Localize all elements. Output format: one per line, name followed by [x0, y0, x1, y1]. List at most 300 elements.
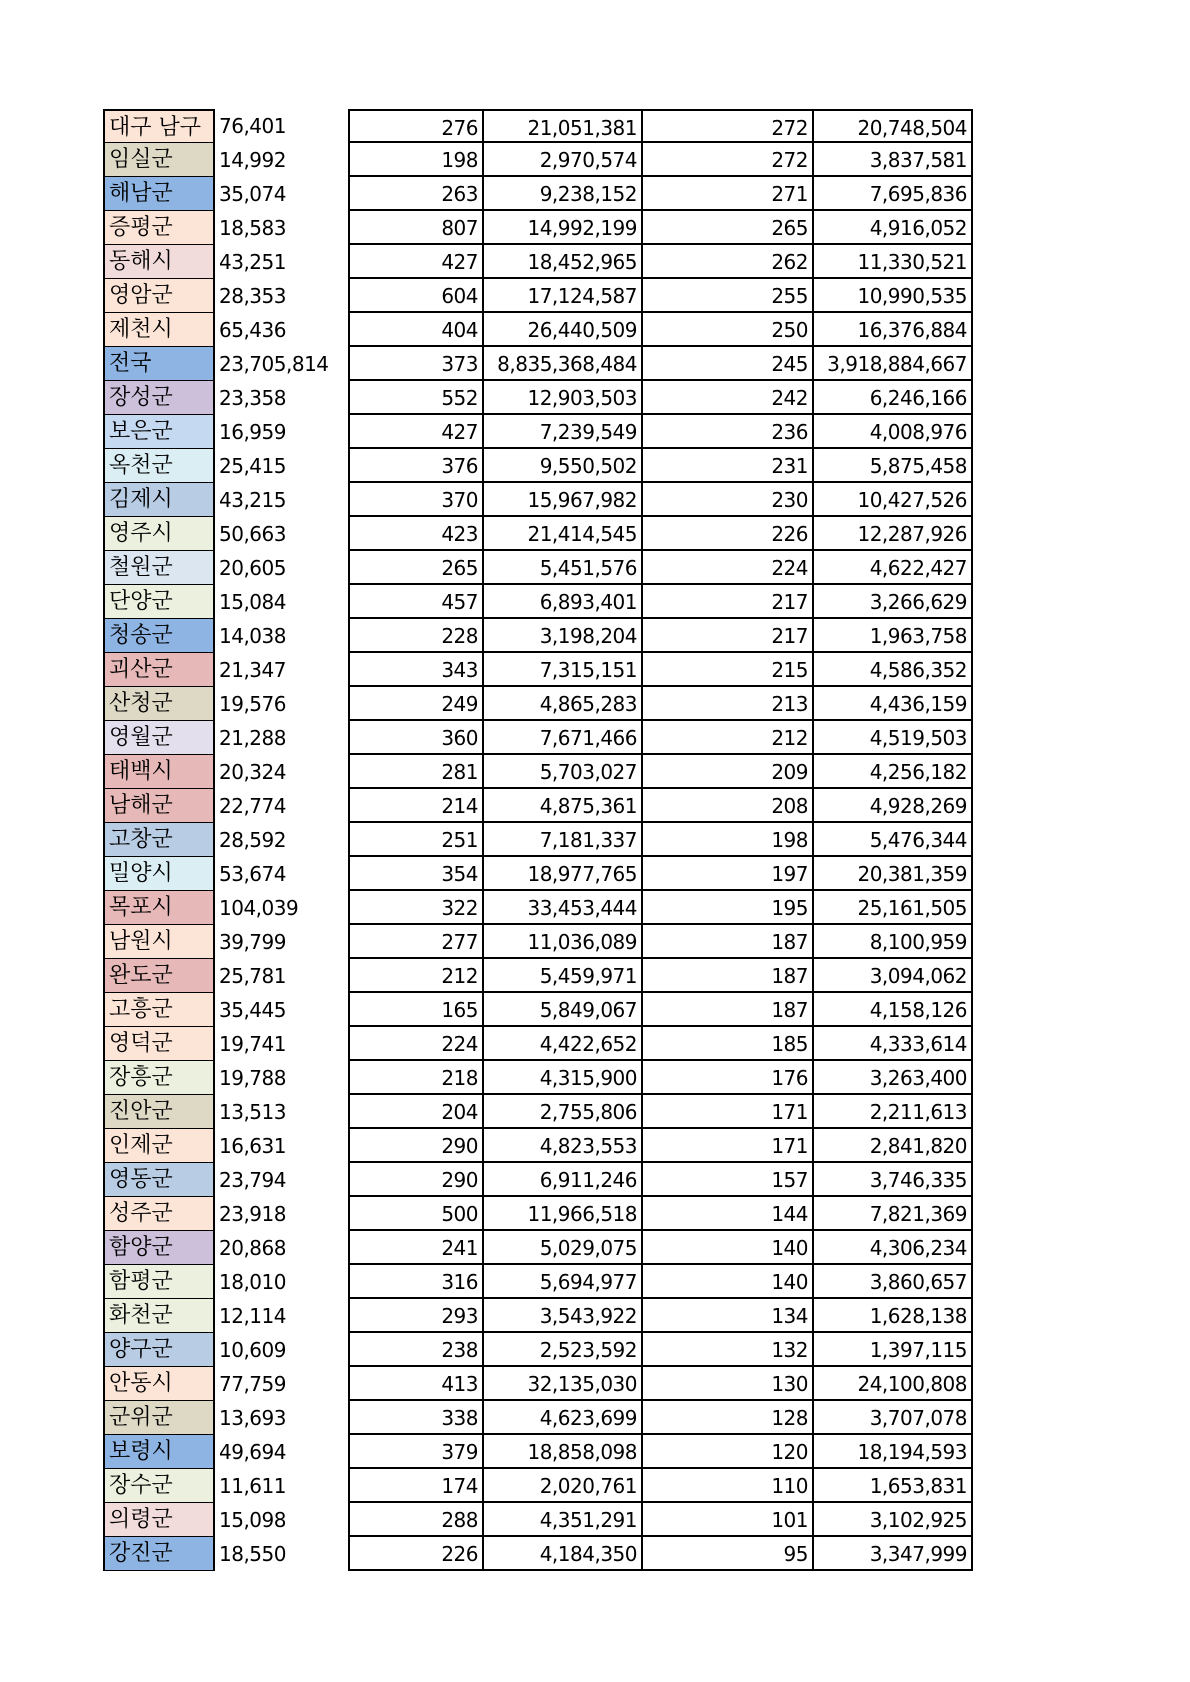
col2-cell: 4,315,900 — [484, 1061, 643, 1095]
col2-cell: 2,020,761 — [484, 1469, 643, 1503]
table-row — [103, 1469, 973, 1503]
col3-cell: 198 — [643, 823, 814, 857]
region-name-cell: 영주시 — [103, 517, 215, 551]
table-row — [103, 1503, 973, 1537]
region-name-cell: 제천시 — [103, 313, 215, 347]
col4-cell: 3,746,335 — [814, 1163, 973, 1197]
region-name-cell: 해남군 — [103, 177, 215, 211]
region-name-cell: 장수군 — [103, 1469, 215, 1503]
col4-cell: 1,397,115 — [814, 1333, 973, 1367]
col2-cell: 8,835,368,484 — [484, 347, 643, 381]
region-name-cell: 진안군 — [103, 1095, 215, 1129]
table-row — [103, 653, 973, 687]
col2-cell: 33,453,444 — [484, 891, 643, 925]
col4-cell: 4,008,976 — [814, 415, 973, 449]
table-row — [103, 1231, 973, 1265]
col2-cell: 7,315,151 — [484, 653, 643, 687]
col1-cell: 218 — [348, 1061, 484, 1095]
table-row — [103, 585, 973, 619]
region-name-cell: 임실군 — [103, 143, 215, 177]
population-cell: 20,868 — [219, 1236, 286, 1260]
table-row — [103, 1095, 973, 1129]
region-name-cell: 안동시 — [103, 1367, 215, 1401]
col4-cell: 6,246,166 — [814, 381, 973, 415]
region-name-cell: 함양군 — [103, 1231, 215, 1265]
col1-cell: 277 — [348, 925, 484, 959]
region-name-cell: 괴산군 — [103, 653, 215, 687]
col3-cell: 128 — [643, 1401, 814, 1435]
population-cell: 76,401 — [219, 114, 286, 138]
col3-cell: 187 — [643, 959, 814, 993]
col2-cell: 3,543,922 — [484, 1299, 643, 1333]
region-name-cell: 함평군 — [103, 1265, 215, 1299]
region-name-cell: 보은군 — [103, 415, 215, 449]
col2-cell: 4,865,283 — [484, 687, 643, 721]
col1-cell: 370 — [348, 483, 484, 517]
population-cell: 77,759 — [219, 1372, 286, 1396]
col1-cell: 238 — [348, 1333, 484, 1367]
population-cell: 10,609 — [219, 1338, 286, 1362]
table-row — [103, 211, 973, 245]
col3-cell: 217 — [643, 619, 814, 653]
col4-cell: 3,707,078 — [814, 1401, 973, 1435]
region-name-cell: 보령시 — [103, 1435, 215, 1469]
col4-cell: 5,476,344 — [814, 823, 973, 857]
col1-cell: 413 — [348, 1367, 484, 1401]
region-name-cell: 영월군 — [103, 721, 215, 755]
col1-cell: 316 — [348, 1265, 484, 1299]
table-row — [103, 1197, 973, 1231]
col4-cell: 3,102,925 — [814, 1503, 973, 1537]
population-cell: 16,959 — [219, 420, 286, 444]
col1-cell: 379 — [348, 1435, 484, 1469]
population-cell: 13,513 — [219, 1100, 286, 1124]
col3-cell: 208 — [643, 789, 814, 823]
col4-cell: 4,256,182 — [814, 755, 973, 789]
data-table — [103, 109, 973, 1571]
col2-cell: 5,703,027 — [484, 755, 643, 789]
col3-cell: 144 — [643, 1197, 814, 1231]
col2-cell: 7,239,549 — [484, 415, 643, 449]
col2-cell: 18,858,098 — [484, 1435, 643, 1469]
col4-cell: 3,837,581 — [814, 143, 973, 177]
region-name-cell: 완도군 — [103, 959, 215, 993]
col4-cell: 3,266,629 — [814, 585, 973, 619]
col1-cell: 338 — [348, 1401, 484, 1435]
col1-cell: 288 — [348, 1503, 484, 1537]
table-row — [103, 245, 973, 279]
table-row — [103, 1265, 973, 1299]
col4-cell: 25,161,505 — [814, 891, 973, 925]
col2-cell: 9,550,502 — [484, 449, 643, 483]
population-cell: 13,693 — [219, 1406, 286, 1430]
col2-cell: 2,755,806 — [484, 1095, 643, 1129]
table-row — [103, 551, 973, 585]
region-name-cell: 산청군 — [103, 687, 215, 721]
col2-cell: 6,911,246 — [484, 1163, 643, 1197]
col4-cell: 4,519,503 — [814, 721, 973, 755]
col3-cell: 250 — [643, 313, 814, 347]
col3-cell: 134 — [643, 1299, 814, 1333]
col3-cell: 101 — [643, 1503, 814, 1537]
table-row — [103, 313, 973, 347]
col1-cell: 423 — [348, 517, 484, 551]
region-name-cell: 대구 남구 — [103, 109, 215, 143]
col1-cell: 457 — [348, 585, 484, 619]
col2-cell: 14,992,199 — [484, 211, 643, 245]
col2-cell: 9,238,152 — [484, 177, 643, 211]
population-cell: 43,251 — [219, 250, 286, 274]
population-cell: 23,794 — [219, 1168, 286, 1192]
col1-cell: 276 — [348, 109, 484, 143]
col2-cell: 4,875,361 — [484, 789, 643, 823]
region-name-cell: 영덕군 — [103, 1027, 215, 1061]
table-row — [103, 959, 973, 993]
col1-cell: 198 — [348, 143, 484, 177]
table-row — [103, 177, 973, 211]
col2-cell: 21,051,381 — [484, 109, 643, 143]
table-row — [103, 789, 973, 823]
col4-cell: 20,381,359 — [814, 857, 973, 891]
col2-cell: 2,523,592 — [484, 1333, 643, 1367]
col3-cell: 130 — [643, 1367, 814, 1401]
col2-cell: 11,036,089 — [484, 925, 643, 959]
table-row — [103, 279, 973, 313]
col3-cell: 110 — [643, 1469, 814, 1503]
col2-cell: 18,977,765 — [484, 857, 643, 891]
col1-cell: 212 — [348, 959, 484, 993]
col1-cell: 226 — [348, 1537, 484, 1571]
col3-cell: 197 — [643, 857, 814, 891]
population-cell: 15,098 — [219, 1508, 286, 1532]
region-name-cell: 청송군 — [103, 619, 215, 653]
region-name-cell: 성주군 — [103, 1197, 215, 1231]
col2-cell: 4,351,291 — [484, 1503, 643, 1537]
col3-cell: 224 — [643, 551, 814, 585]
col4-cell: 4,436,159 — [814, 687, 973, 721]
col1-cell: 214 — [348, 789, 484, 823]
col4-cell: 1,653,831 — [814, 1469, 973, 1503]
col1-cell: 265 — [348, 551, 484, 585]
population-cell: 25,415 — [219, 454, 286, 478]
col3-cell: 120 — [643, 1435, 814, 1469]
col3-cell: 95 — [643, 1537, 814, 1571]
region-name-cell: 단양군 — [103, 585, 215, 619]
table-row — [103, 857, 973, 891]
table-row — [103, 687, 973, 721]
col1-cell: 354 — [348, 857, 484, 891]
col3-cell: 271 — [643, 177, 814, 211]
table-row — [103, 1401, 973, 1435]
col4-cell: 4,306,234 — [814, 1231, 973, 1265]
col4-cell: 3,347,999 — [814, 1537, 973, 1571]
col1-cell: 604 — [348, 279, 484, 313]
col1-cell: 360 — [348, 721, 484, 755]
col2-cell: 12,903,503 — [484, 381, 643, 415]
table-row — [103, 1333, 973, 1367]
col2-cell: 7,671,466 — [484, 721, 643, 755]
population-cell: 14,038 — [219, 624, 286, 648]
population-cell: 19,576 — [219, 692, 286, 716]
population-cell: 50,663 — [219, 522, 286, 546]
population-cell: 65,436 — [219, 318, 286, 342]
region-name-cell: 고흥군 — [103, 993, 215, 1027]
col4-cell: 4,928,269 — [814, 789, 973, 823]
col3-cell: 157 — [643, 1163, 814, 1197]
col4-cell: 1,628,138 — [814, 1299, 973, 1333]
col4-cell: 4,158,126 — [814, 993, 973, 1027]
population-cell: 12,114 — [219, 1304, 286, 1328]
col3-cell: 272 — [643, 109, 814, 143]
population-cell: 23,358 — [219, 386, 286, 410]
col2-cell: 11,966,518 — [484, 1197, 643, 1231]
col3-cell: 262 — [643, 245, 814, 279]
col4-cell: 3,918,884,667 — [814, 347, 973, 381]
col2-cell: 4,623,699 — [484, 1401, 643, 1435]
col3-cell: 245 — [643, 347, 814, 381]
col2-cell: 5,451,576 — [484, 551, 643, 585]
col4-cell: 10,990,535 — [814, 279, 973, 313]
population-cell: 21,347 — [219, 658, 286, 682]
col3-cell: 272 — [643, 143, 814, 177]
col3-cell: 187 — [643, 993, 814, 1027]
table-row — [103, 1163, 973, 1197]
col3-cell: 265 — [643, 211, 814, 245]
col1-cell: 404 — [348, 313, 484, 347]
table-row — [103, 483, 973, 517]
table-row — [103, 1061, 973, 1095]
table-row — [103, 891, 973, 925]
col3-cell: 215 — [643, 653, 814, 687]
col4-cell: 18,194,593 — [814, 1435, 973, 1469]
population-cell: 28,353 — [219, 284, 286, 308]
region-name-cell: 목포시 — [103, 891, 215, 925]
col1-cell: 174 — [348, 1469, 484, 1503]
population-cell: 35,445 — [219, 998, 286, 1022]
table-row — [103, 1027, 973, 1061]
population-cell: 11,611 — [219, 1474, 286, 1498]
table-row — [103, 925, 973, 959]
col4-cell: 7,821,369 — [814, 1197, 973, 1231]
col3-cell: 195 — [643, 891, 814, 925]
col1-cell: 427 — [348, 415, 484, 449]
col2-cell: 32,135,030 — [484, 1367, 643, 1401]
col2-cell: 2,970,574 — [484, 143, 643, 177]
population-cell: 53,674 — [219, 862, 286, 886]
col3-cell: 212 — [643, 721, 814, 755]
col4-cell: 11,330,521 — [814, 245, 973, 279]
population-cell: 18,550 — [219, 1542, 286, 1566]
col2-cell: 5,694,977 — [484, 1265, 643, 1299]
col4-cell: 3,263,400 — [814, 1061, 973, 1095]
population-cell: 35,074 — [219, 182, 286, 206]
population-cell: 23,918 — [219, 1202, 286, 1226]
col3-cell: 255 — [643, 279, 814, 313]
population-cell: 104,039 — [219, 896, 299, 920]
col2-cell: 17,124,587 — [484, 279, 643, 313]
col4-cell: 5,875,458 — [814, 449, 973, 483]
col4-cell: 3,094,062 — [814, 959, 973, 993]
region-name-cell: 의령군 — [103, 1503, 215, 1537]
col1-cell: 290 — [348, 1129, 484, 1163]
population-cell: 28,592 — [219, 828, 286, 852]
col2-cell: 6,893,401 — [484, 585, 643, 619]
population-cell: 19,741 — [219, 1032, 286, 1056]
population-cell: 22,774 — [219, 794, 286, 818]
col4-cell: 3,860,657 — [814, 1265, 973, 1299]
population-cell: 14,992 — [219, 148, 286, 172]
col3-cell: 231 — [643, 449, 814, 483]
col3-cell: 236 — [643, 415, 814, 449]
region-name-cell: 양구군 — [103, 1333, 215, 1367]
col1-cell: 290 — [348, 1163, 484, 1197]
col1-cell: 224 — [348, 1027, 484, 1061]
table-row — [103, 1435, 973, 1469]
table-row — [103, 993, 973, 1027]
population-cell: 19,788 — [219, 1066, 286, 1090]
col3-cell: 140 — [643, 1231, 814, 1265]
col4-cell: 24,100,808 — [814, 1367, 973, 1401]
col4-cell: 4,916,052 — [814, 211, 973, 245]
col3-cell: 226 — [643, 517, 814, 551]
col4-cell: 2,841,820 — [814, 1129, 973, 1163]
col3-cell: 185 — [643, 1027, 814, 1061]
col4-cell: 4,333,614 — [814, 1027, 973, 1061]
col4-cell: 20,748,504 — [814, 109, 973, 143]
region-name-cell: 태백시 — [103, 755, 215, 789]
region-name-cell: 증평군 — [103, 211, 215, 245]
col4-cell: 8,100,959 — [814, 925, 973, 959]
population-cell: 49,694 — [219, 1440, 286, 1464]
col4-cell: 1,963,758 — [814, 619, 973, 653]
population-cell: 18,010 — [219, 1270, 286, 1294]
col4-cell: 7,695,836 — [814, 177, 973, 211]
col2-cell: 4,422,652 — [484, 1027, 643, 1061]
col3-cell: 187 — [643, 925, 814, 959]
col3-cell: 171 — [643, 1095, 814, 1129]
region-name-cell: 옥천군 — [103, 449, 215, 483]
region-name-cell: 강진군 — [103, 1537, 215, 1571]
col1-cell: 322 — [348, 891, 484, 925]
col2-cell: 5,849,067 — [484, 993, 643, 1027]
region-name-cell: 고창군 — [103, 823, 215, 857]
col1-cell: 500 — [348, 1197, 484, 1231]
col1-cell: 373 — [348, 347, 484, 381]
table-row — [103, 619, 973, 653]
table-row — [103, 1537, 973, 1571]
population-cell: 23,705,814 — [219, 352, 329, 376]
col3-cell: 230 — [643, 483, 814, 517]
region-name-cell: 화천군 — [103, 1299, 215, 1333]
col1-cell: 263 — [348, 177, 484, 211]
col3-cell: 176 — [643, 1061, 814, 1095]
col3-cell: 209 — [643, 755, 814, 789]
col3-cell: 171 — [643, 1129, 814, 1163]
col2-cell: 4,184,350 — [484, 1537, 643, 1571]
population-cell: 39,799 — [219, 930, 286, 954]
col2-cell: 15,967,982 — [484, 483, 643, 517]
col2-cell: 4,823,553 — [484, 1129, 643, 1163]
region-name-cell: 영암군 — [103, 279, 215, 313]
population-cell: 43,215 — [219, 488, 286, 512]
col1-cell: 251 — [348, 823, 484, 857]
table-row — [103, 143, 973, 177]
region-name-cell: 장흥군 — [103, 1061, 215, 1095]
col1-cell: 281 — [348, 755, 484, 789]
population-cell: 20,324 — [219, 760, 286, 784]
region-name-cell: 남해군 — [103, 789, 215, 823]
table-row — [103, 449, 973, 483]
table-row — [103, 1129, 973, 1163]
region-name-cell: 남원시 — [103, 925, 215, 959]
region-name-cell: 군위군 — [103, 1401, 215, 1435]
col1-cell: 293 — [348, 1299, 484, 1333]
population-cell: 21,288 — [219, 726, 286, 750]
population-cell: 15,084 — [219, 590, 286, 614]
col1-cell: 807 — [348, 211, 484, 245]
population-cell: 20,605 — [219, 556, 286, 580]
col1-cell: 165 — [348, 993, 484, 1027]
region-name-cell: 장성군 — [103, 381, 215, 415]
col1-cell: 249 — [348, 687, 484, 721]
col2-cell: 18,452,965 — [484, 245, 643, 279]
table-row — [103, 381, 973, 415]
col4-cell: 16,376,884 — [814, 313, 973, 347]
table-row — [103, 415, 973, 449]
col3-cell: 242 — [643, 381, 814, 415]
col2-cell: 5,459,971 — [484, 959, 643, 993]
region-name-cell: 철원군 — [103, 551, 215, 585]
col1-cell: 343 — [348, 653, 484, 687]
table-row — [103, 517, 973, 551]
region-name-cell: 동해시 — [103, 245, 215, 279]
col3-cell: 140 — [643, 1265, 814, 1299]
table-row — [103, 823, 973, 857]
col2-cell: 21,414,545 — [484, 517, 643, 551]
col4-cell: 4,622,427 — [814, 551, 973, 585]
col3-cell: 213 — [643, 687, 814, 721]
table-row — [103, 1299, 973, 1333]
col3-cell: 217 — [643, 585, 814, 619]
col1-cell: 427 — [348, 245, 484, 279]
population-cell: 18,583 — [219, 216, 286, 240]
col2-cell: 3,198,204 — [484, 619, 643, 653]
col1-cell: 241 — [348, 1231, 484, 1265]
region-name-cell: 김제시 — [103, 483, 215, 517]
region-name-cell: 밀양시 — [103, 857, 215, 891]
col4-cell: 12,287,926 — [814, 517, 973, 551]
table-row — [103, 1367, 973, 1401]
col4-cell: 4,586,352 — [814, 653, 973, 687]
col2-cell: 5,029,075 — [484, 1231, 643, 1265]
col2-cell: 7,181,337 — [484, 823, 643, 857]
col3-cell: 132 — [643, 1333, 814, 1367]
table-row — [103, 109, 973, 143]
population-cell: 16,631 — [219, 1134, 286, 1158]
col1-cell: 552 — [348, 381, 484, 415]
col4-cell: 10,427,526 — [814, 483, 973, 517]
col1-cell: 376 — [348, 449, 484, 483]
population-cell: 25,781 — [219, 964, 286, 988]
region-name-cell: 인제군 — [103, 1129, 215, 1163]
region-name-cell: 전국 — [103, 347, 215, 381]
table-row — [103, 755, 973, 789]
col4-cell: 2,211,613 — [814, 1095, 973, 1129]
table-row — [103, 347, 973, 381]
col2-cell: 26,440,509 — [484, 313, 643, 347]
table-row — [103, 721, 973, 755]
col1-cell: 204 — [348, 1095, 484, 1129]
